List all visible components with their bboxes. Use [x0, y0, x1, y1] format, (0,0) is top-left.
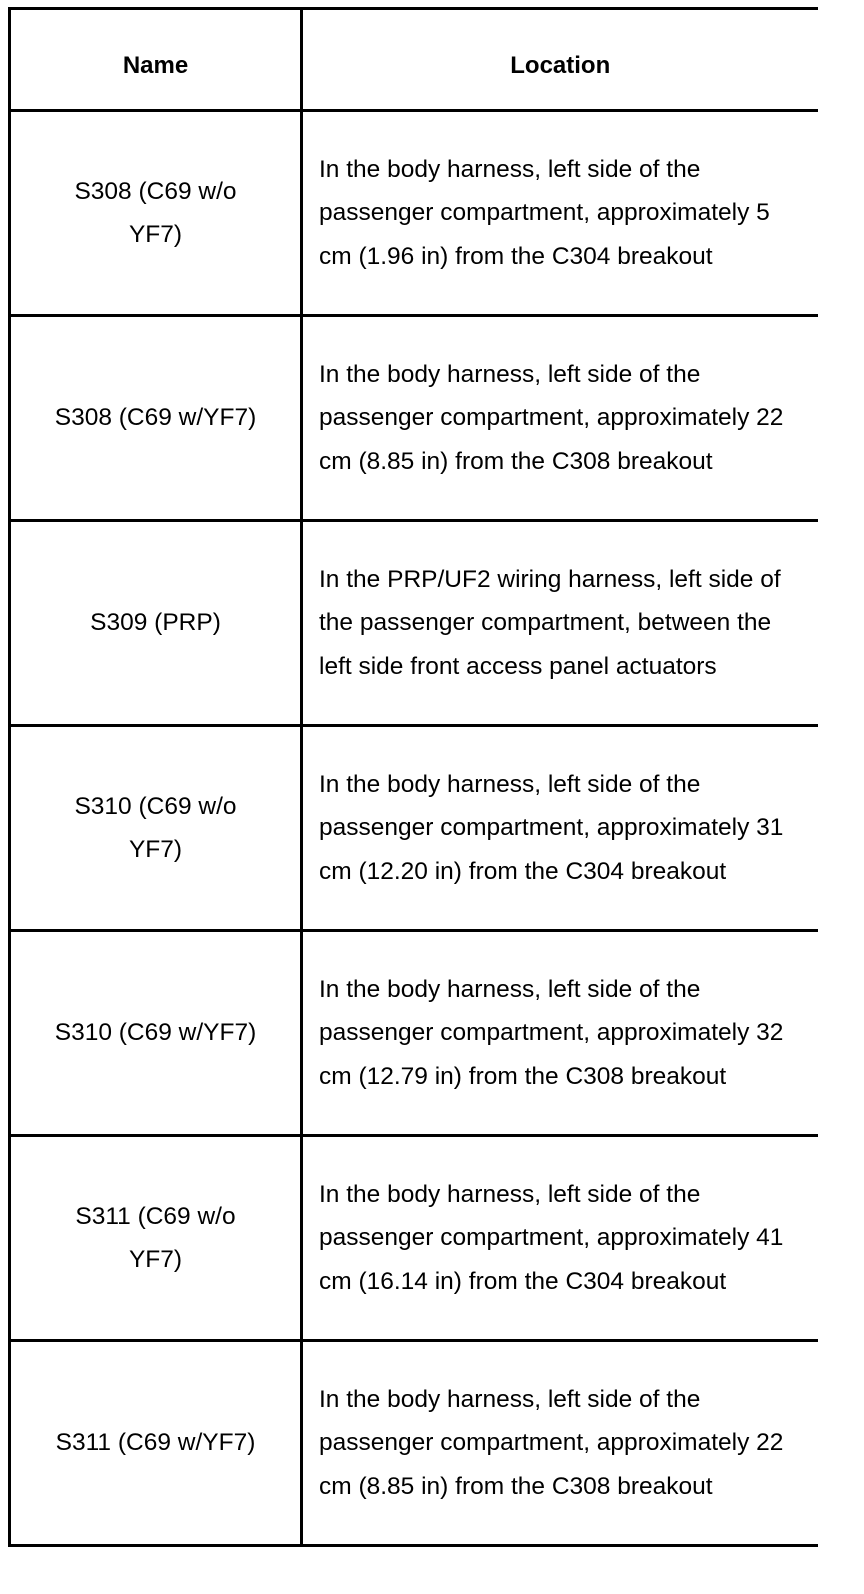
table-body	[10, 111, 818, 1546]
splice-location-cell: In the body harness, left side of the passenger compartment, approximately 5 cm (1.96 in) from the C304 breakout	[302, 111, 818, 316]
table-row	[10, 1136, 818, 1341]
table-row	[10, 931, 818, 1136]
splice-location-table	[8, 7, 818, 1547]
table-row	[10, 726, 818, 931]
splice-name-cell: S310 (C69 w/YF7)	[10, 931, 302, 1136]
header-row	[10, 9, 818, 111]
splice-name-cell: S309 (PRP)	[10, 521, 302, 726]
splice-location-cell: In the body harness, left side of the passenger compartment, approximately 31 cm (12.20 in) from the C304 breakout	[302, 726, 818, 931]
table-row	[10, 316, 818, 521]
header-name: Name	[10, 9, 302, 111]
splice-name-cell: S311 (C69 w/o YF7)	[10, 1136, 302, 1341]
splice-location-table-container	[8, 7, 816, 1547]
table-row	[10, 1341, 818, 1546]
table-row	[10, 111, 818, 316]
table-header	[10, 9, 818, 111]
splice-location-cell: In the PRP/UF2 wiring harness, left side of the passenger compartment, between the left side front access panel actuators	[302, 521, 818, 726]
splice-location-cell: In the body harness, left side of the passenger compartment, approximately 41 cm (16.14 in) from the C304 breakout	[302, 1136, 818, 1341]
header-location: Location	[302, 9, 818, 111]
table-row	[10, 521, 818, 726]
splice-name-cell: S310 (C69 w/o YF7)	[10, 726, 302, 931]
splice-name-cell: S308 (C69 w/YF7)	[10, 316, 302, 521]
splice-location-cell: In the body harness, left side of the passenger compartment, approximately 32 cm (12.79 in) from the C308 breakout	[302, 931, 818, 1136]
splice-location-cell: In the body harness, left side of the passenger compartment, approximately 22 cm (8.85 in) from the C308 breakout	[302, 1341, 818, 1546]
splice-location-cell: In the body harness, left side of the passenger compartment, approximately 22 cm (8.85 in) from the C308 breakout	[302, 316, 818, 521]
splice-name-cell: S311 (C69 w/YF7)	[10, 1341, 302, 1546]
splice-name-cell: S308 (C69 w/o YF7)	[10, 111, 302, 316]
